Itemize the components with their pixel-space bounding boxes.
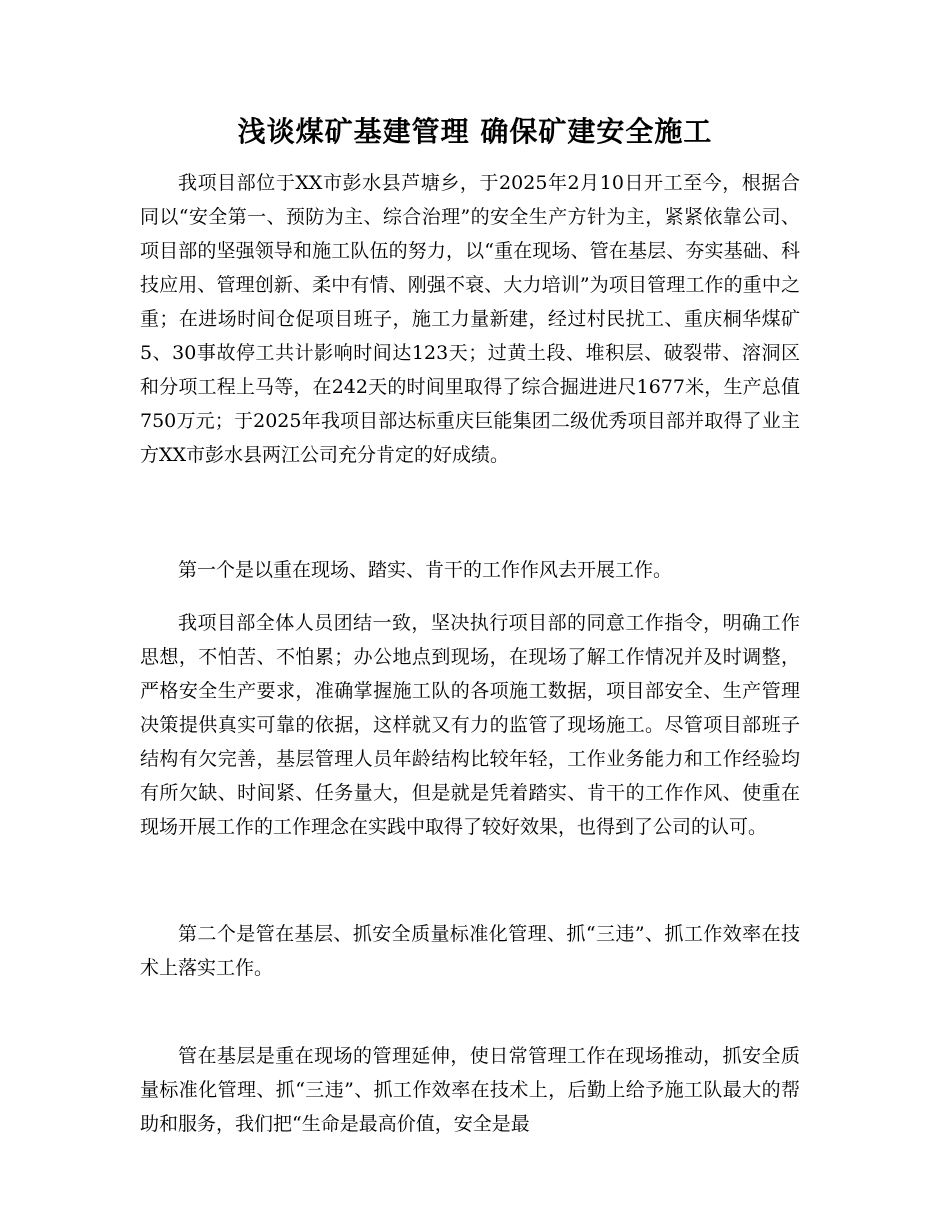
paragraph-point-two-body: 管在基层是重在现场的管理延伸，使日常管理工作在现场推动，抓安全质量标准化管理、抓“三违”、抓工作效率在技术上，后勤上给予施工队最大的帮助和服务，我们把“生命是最高价值，安全是最 xyxy=(140,1045,800,1135)
paragraph-point-two-heading: 第二个是管在基层、抓安全质量标准化管理、抓“三违”、抓工作效率在技术上落实工作。 xyxy=(140,923,800,979)
paragraph-project-overview: 我项目部位于XX市彭水县芦塘乡，于2025年2月10日开工至今，根据合同以“安全第一、预防为主、综合治理”的安全生产方针为主，紧紧依靠公司、项目部的坚强领导和施工队伍的努力，以“重在现场、管在基层、夯实基础、科技应用、管理创新、柔中有情、刚强不衰、大力培训”为项目管理工作的重中之重；在进场时间仓促项目班子，施工力量新建，经过村民扰工、重庆桐华煤矿5、30事故停工共计影响时间达123天；过黄土段、堆积层、破裂带、溶洞区和分项工程上马等，在242天的时间里取得了综合掘进进尺1677米，生产总值750万元；于2025年我项目部达标重庆巨能集团二级优秀项目部并取得了业主方XX市彭水县两江公司充分肯定的好成绩。 xyxy=(140,172,800,466)
paragraph-point-one-body: 我项目部全体人员团结一致，坚决执行项目部的同意工作指令，明确工作思想，不怕苦、不怕累；办公地点到现场，在现场了解工作情况并及时调整，严格安全生产要求，准确掌握施工队的各项施工数据，项目部安全、生产管理决策提供真实可靠的依据，这样就又有力的监管了现场施工。尽管项目部班子结构有欠完善，基层管理人员年龄结构比较年轻，工作业务能力和工作经验均有所欠缺、时间紧、任务量大，但是就是凭着踏实、肯干的工作作风、使重在现场开展工作的工作理念在实践中取得了较好效果，也得到了公司的认可。 xyxy=(140,612,800,838)
document-title: 浅谈煤矿基建管理 确保矿建安全施工 xyxy=(237,115,713,148)
paragraph-point-one-heading: 第一个是以重在现场、踏实、肯干的工作作风去开展工作。 xyxy=(178,559,673,581)
